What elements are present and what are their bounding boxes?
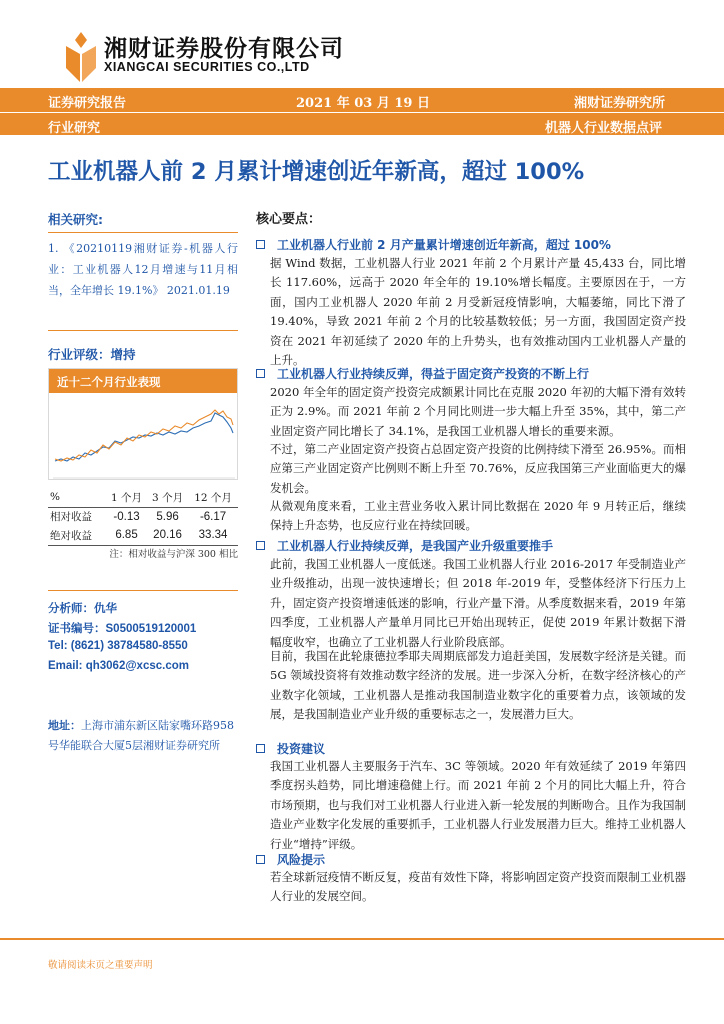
checkbox-bullet-icon (256, 855, 265, 864)
table-cell: 5.96 (156, 510, 179, 523)
table-cell: -6.17 (199, 510, 227, 523)
xiangcai-logo-icon (66, 32, 96, 82)
divider (48, 232, 238, 233)
paragraph: 若全球新冠疫情不断反复，疫苗有效性下降，将影响固定资产投资而限制工业机器人行业的发展空间。 (270, 870, 686, 904)
address-block (48, 716, 238, 756)
performance-chart-box (48, 368, 238, 480)
table-cell: -0.13 (113, 510, 140, 523)
paragraph: 据 Wind 数据，工业机器人行业 2021 年前 2 个月累计产量 45,433 台，同比增长 117.60%，远高于 2020 年全年的 19.10%增长幅度。主要原因在于，一方面，国内工业机器人 2020 年前 2 月受新冠疫情影响，大幅萎缩，同比下滑了 19.40%，导致 2021 年前 2 个月的比较基数较低；另一方面，我国固定资产投资在 2021 年初延续了 2020 年的上升势头，也有效推动国内工业机器人产量的上升。 (270, 256, 686, 368)
industry-rating: 行业评级：增持 (48, 347, 136, 362)
analyst-email[interactable]: Email: qh3062@xcsc.com (48, 660, 189, 672)
address-label: 地址： (48, 719, 81, 732)
table-cell: 20.16 (147, 526, 188, 545)
table-cell: 6.85 (106, 526, 147, 545)
paragraph: 此前，我国工业机器人一度低迷。我国工业机器人行业 2016-2017 年受制造业产业升级推动，出现一波快速增长；但 2018 年-2019 年，受整体经济下行压力上升，固定资产投资增速低迷的影响，行业产量下滑。从季度数据来看，2019 年第四季度，工业机器人产量单月同比已开始出现转正，促使 2019 年累计数据下滑幅度收窄，也确立了工业机器人行业阶段底部。 (270, 557, 686, 649)
divider (48, 330, 238, 331)
analyst-tel: Tel: (8621) 38784580-8550 (48, 640, 188, 652)
bullet-heading-3: 工业机器人行业持续反弹，是我国产业升级重要推手 (256, 537, 553, 554)
page-title: 工业机器人前 2 月累计增速创近年新高，超过 100% (48, 159, 585, 185)
paragraph: 我国工业机器人主要服务于汽车、3C 等领域。2020 年有效延续了 2019 年第四季度拐头趋势，同比增速稳健上行。而 2021 年前 2 个月的同比大幅上升，符合市场预期，也与我们对工业机器人行业进入新一轮发展的判断吻合。且作为我国制造业产业数字化发展的重要抓手，工业机器人行业发展潜力巨大。维持工业机器人行业“增持”评级。 (270, 759, 686, 851)
header-bar-bottom (0, 113, 724, 137)
table-header-cell: 12 个月 (188, 488, 238, 507)
report-category: 行业研究 (48, 121, 101, 136)
report-series: 机器人行业数据点评 (545, 121, 663, 136)
related-research-item[interactable]: 1. 《20210119湘财证券-机器人行业：工业机器人12月增速与11月相当，全年增长 19.1%》 2021.01.19 (48, 242, 238, 297)
table-row (48, 526, 238, 545)
paragraph: 不过，第二产业固定资产投资占总固定资产投资的比例持续下滑至 26.95%。而相应第三产业固定资产比例则不断上升至 70.76%，反应我国第三产业面临更大的爆发机会。 (270, 442, 686, 495)
checkbox-bullet-icon (256, 240, 265, 249)
footer-rule (0, 938, 724, 940)
performance-table (48, 488, 238, 546)
checkbox-bullet-icon (256, 744, 265, 753)
performance-chart-title: 近十二个月行业表现 (49, 369, 237, 393)
bullet-heading-4: 投资建议 (256, 740, 325, 757)
row-label: 相对收益 (50, 511, 92, 524)
checkbox-bullet-icon (256, 541, 265, 550)
header-bar-top (0, 88, 724, 112)
company-name-en: XIANGCAI SECURITIES CO.,LTD (104, 60, 310, 74)
company-name-cn: 湘财证券股份有限公司 (104, 36, 344, 62)
core-points-title: 核心要点： (256, 212, 322, 227)
related-research-title: 相关研究: (48, 212, 103, 227)
performance-chart (53, 395, 235, 479)
table-cell: 33.34 (188, 526, 238, 545)
checkbox-bullet-icon (256, 369, 265, 378)
analyst-name: 分析师：仇华 (48, 603, 117, 615)
analyst-cert: 证书编号：S0500519120001 (48, 623, 197, 635)
paragraph: 从微观角度来看，工业主营业务收入累计同比数据在 2020 年 9 月转正后，继续保持上升态势，也反应行业在持续回暖。 (270, 499, 686, 533)
table-header-cell: 3 个月 (147, 488, 188, 507)
table-header-cell: 1 个月 (106, 488, 147, 507)
divider (48, 590, 238, 591)
bullet-heading-5: 风险提示 (256, 851, 325, 868)
table-header-cell: % (48, 488, 106, 507)
table-row (48, 507, 238, 526)
table-header-row (48, 488, 238, 507)
institute-name: 湘财证券研究所 (574, 96, 666, 111)
footer-disclaimer[interactable]: 敬请阅读末页之重要声明 (48, 960, 153, 971)
bullet-heading-2: 工业机器人行业持续反弹，得益于固定资产投资的不断上行 (256, 365, 589, 382)
bullet-heading-1: 工业机器人行业前 2 月产量累计增速创近年新高，超过 100% (256, 236, 611, 253)
address-text: 上海市浦东新区陆家嘴环路958号华能联合大厦5层湘财证券研究所 (48, 719, 234, 752)
paragraph: 目前，我国在此轮康德拉季耶夫周期底部发力追赶美国，发展数字经济是关键。而 5G 领域投资将有效推动数字经济的发展。进一步深入分析，在数字经济核心的产业数字化领域，工业机器人是推动我国制造业数字化的重要着力点，该领域的发展，是我国制造业产业升级的重要标志之一，发展潜力巨大。 (270, 649, 686, 722)
report-type: 证券研究报告 (48, 96, 127, 111)
paragraph: 2020 年全年的固定资产投资完成额累计同比在克服 2020 年初的大幅下滑有效转正为 2.9%。而 2021 年前 2 个月同比则进一步大幅上升至 35%，其中，第二产业固定资产同比增长了 34.1%，是我国工业机器人增长的重要来源。 (270, 385, 686, 438)
report-date: 2021 年 03 月 19 日 (296, 96, 430, 111)
row-label: 绝对收益 (48, 526, 106, 545)
table-note: 注：相对收益与沪深 300 相比 (109, 549, 238, 560)
